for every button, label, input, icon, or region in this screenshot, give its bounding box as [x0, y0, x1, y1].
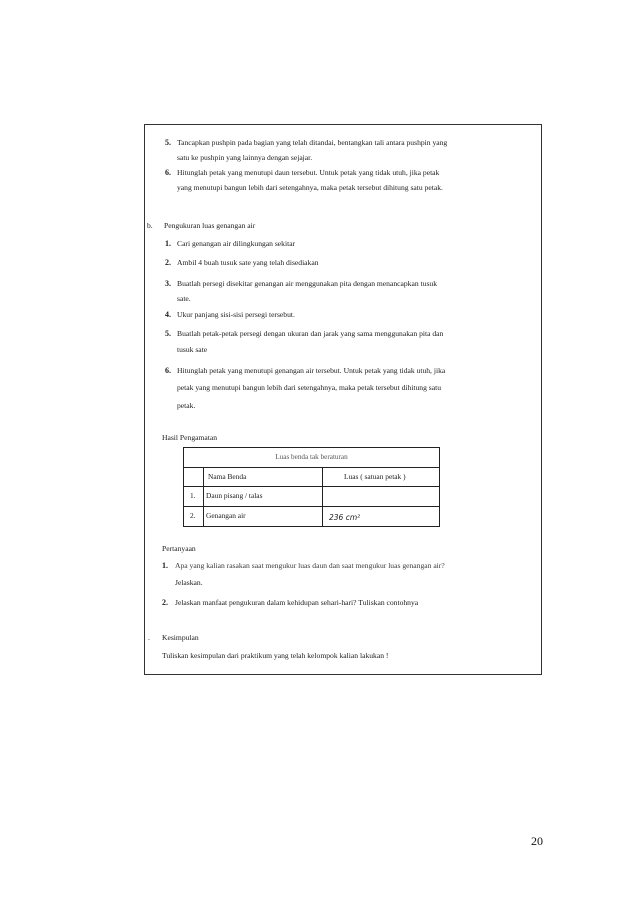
step-b3-number: 3. [165, 279, 171, 288]
step-a6-line1: Hitunglah petak yang menutupi daun tersebut. Untuk petak yang tidak utuh, jika petak [177, 168, 440, 177]
step-a5-line2: satu ke pushpin yang lainnya dengan sejajar. [177, 153, 313, 162]
step-b6-line2: petak yang menutupi bangun lebih dari setengahnya, maka petak tersebut dihitung satu [177, 383, 442, 392]
question-2-number: 2. [162, 598, 168, 607]
header-luas: Luas ( satuan petak ) [344, 472, 406, 481]
step-a6-number: 6. [165, 168, 171, 177]
table-divider [203, 467, 204, 526]
results-table [183, 447, 440, 527]
step-b3-line2: sate. [177, 294, 191, 303]
step-b1-number: 1. [165, 239, 171, 248]
page-number: 20 [531, 834, 543, 848]
step-b5-line2: tusuk sate [177, 345, 208, 354]
question-1-number: 1. [162, 561, 168, 570]
step-b6-line3: petak. [177, 401, 196, 410]
step-b6-line1: Hitunglah petak yang menutupi genangan air tersebut. Untuk petak yang tidak utuh, jika [177, 366, 446, 375]
kesimpulan-title: Kesimpulan [162, 633, 199, 642]
kesimpulan-label: . [148, 633, 150, 642]
kesimpulan-text: Tuliskan kesimpulan dari praktikum yang telah kelompok kalian lakukan ! [162, 651, 389, 660]
step-b6-number: 6. [165, 366, 171, 375]
hasil-pengamatan-title: Hasil Pengamatan [162, 433, 218, 442]
step-b2-line1: Ambil 4 buah tusuk sate yang telah disediakan [177, 258, 319, 267]
question-2-line1: Jelaskan manfaat pengukuran dalam kehidupan sehari-hari? Tuliskan contohnya [175, 598, 419, 607]
step-a5-number: 5. [165, 138, 171, 147]
scanned-worksheet-frame [144, 124, 542, 675]
step-a5-line1: Tancapkan pushpin pada bagian yang telah ditandai, bentangkan tali antara pushpin yang [177, 138, 448, 147]
header-nama-benda: Nama Benda [208, 472, 247, 481]
section-b-title: Pengukuran luas genangan air [164, 221, 256, 230]
row2-no: 2. [190, 511, 196, 520]
step-b4-number: 4. [165, 310, 171, 319]
question-1-line1: Apa yang kalian rasakan saat mengukur luas daun dan saat mengukur luas genangan air? [175, 561, 445, 570]
step-b4-line1: Ukur panjang sisi-sisi persegi tersebut. [177, 310, 295, 319]
question-1-line2: Jelaskan. [175, 578, 203, 587]
row2-luas-handwritten: 236 cm² [329, 513, 361, 522]
step-b1-line1: Cari genangan air dilingkungan sekitar [177, 239, 296, 248]
row1-name: Daun pisang / talas [206, 491, 263, 500]
step-b2-number: 2. [165, 258, 171, 267]
section-b-label: b. [147, 221, 153, 230]
step-b5-line1: Buatlah petak-petak persegi dengan ukuran dan jarak yang sama menggunakan pita dan [177, 329, 444, 338]
row2-name: Genangan air [206, 511, 246, 520]
step-a6-line2: yang menutupi bangun lebih dari setengahnya, maka petak tersebut dihitung satu petak. [177, 183, 443, 192]
pertanyaan-title: Pertanyaan [162, 544, 196, 553]
table-divider [322, 467, 323, 526]
table-caption: Luas benda tak beraturan [184, 448, 439, 468]
step-b3-line1: Buatlah persegi disekitar genangan air menggunakan pita dengan menancapkan tusuk [177, 279, 437, 288]
step-b5-number: 5. [165, 329, 171, 338]
row1-no: 1. [190, 491, 196, 500]
